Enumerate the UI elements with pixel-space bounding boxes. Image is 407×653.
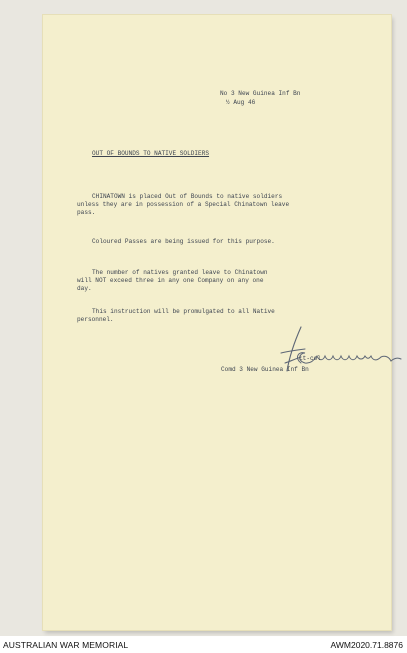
paragraph-3-line-2: will NOT exceed three in any one Company on any one bbox=[77, 277, 264, 284]
document-title: OUT OF BOUNDS TO NATIVE SOLDIERS bbox=[92, 150, 210, 157]
paragraph-4-line-2: personnel. bbox=[77, 316, 114, 323]
archive-footer bbox=[0, 637, 407, 653]
unit-header: No 3 New Guinea Inf Bn bbox=[220, 90, 301, 97]
paragraph-4-line-1: This instruction will be promulgated to all Native bbox=[92, 308, 275, 315]
paragraph-2: Coloured Passes are being issued for this purpose. bbox=[92, 238, 275, 245]
rank-line: Lt-col bbox=[299, 355, 321, 362]
institution-name: AUSTRALIAN WAR MEMORIAL bbox=[3, 640, 129, 650]
paragraph-1-line-2: unless they are in possession of a Special Chinatown leave bbox=[77, 201, 290, 208]
date-line: ½ Aug 46 bbox=[226, 99, 256, 106]
paragraph-1-line-3: pass. bbox=[77, 209, 96, 216]
paragraph-3-line-3: day. bbox=[77, 285, 92, 292]
accession-number: AWM2020.71.8876 bbox=[330, 640, 403, 650]
document-page bbox=[43, 15, 391, 630]
paragraph-1-line-1: CHINATOWN is placed Out of Bounds to native soldiers bbox=[92, 193, 283, 200]
paragraph-3-line-1: The number of natives granted leave to Chinatown bbox=[92, 269, 268, 276]
signature-block: Comd 3 New Guinea Inf Bn bbox=[221, 366, 309, 373]
